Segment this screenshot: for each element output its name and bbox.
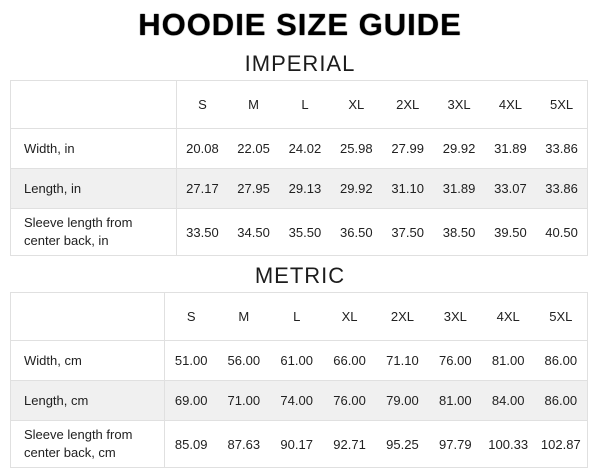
measurement-label: Sleeve length from center back, cm — [11, 421, 165, 468]
size-column-header: L — [301, 97, 309, 112]
size-value-cell: 39.50 — [494, 224, 527, 240]
table-row — [11, 169, 588, 209]
size-column-header: S — [186, 309, 196, 324]
table-row — [11, 421, 588, 468]
size-value-cell: 84.00 — [491, 393, 525, 408]
size-column-header: XL — [348, 97, 365, 112]
size-column-header: 5XL — [549, 97, 574, 112]
size-value-cell: 100.33 — [488, 436, 529, 452]
page-title: HOODIE SIZE GUIDE — [138, 7, 462, 42]
size-value-cell: 25.98 — [340, 141, 373, 156]
size-value-cell: 29.13 — [288, 181, 322, 196]
size-value-cell: 87.63 — [227, 436, 261, 452]
size-value-cell: 56.00 — [227, 353, 261, 368]
size-value-cell: 61.00 — [280, 353, 313, 368]
measurement-label: Width, cm — [11, 341, 165, 381]
imperial-section-title: IMPERIAL — [244, 51, 356, 76]
size-value-cell: 66.00 — [333, 353, 366, 368]
size-value-cell: 71.10 — [386, 353, 419, 368]
measurement-label: Sleeve length from center back, in — [11, 209, 177, 256]
metric-section — [0, 263, 600, 468]
size-value-cell: 69.00 — [174, 393, 208, 408]
size-value-cell: 20.08 — [186, 141, 219, 156]
empty-header-cell — [11, 293, 165, 341]
size-value-cell: 90.17 — [280, 436, 313, 452]
size-value-cell: 74.00 — [280, 393, 313, 408]
size-column-header: S — [198, 97, 207, 112]
size-column-header: 2XL — [390, 309, 414, 324]
size-value-cell: 27.99 — [391, 141, 424, 156]
size-header-row — [11, 81, 588, 129]
size-value-cell: 24.02 — [288, 141, 322, 156]
size-value-cell: 86.00 — [544, 353, 578, 368]
size-value-cell: 38.50 — [442, 224, 476, 240]
size-guide-page — [0, 6, 600, 468]
size-column-header: 3XL — [443, 309, 467, 324]
size-column-header: 4XL — [498, 97, 522, 112]
size-value-cell: 79.00 — [386, 393, 419, 408]
size-value-cell: 34.50 — [237, 224, 270, 240]
table-row — [11, 209, 588, 256]
size-value-cell: 33.07 — [494, 181, 527, 196]
size-value-cell: 95.25 — [386, 436, 419, 452]
size-value-cell: 36.50 — [340, 224, 373, 240]
size-value-cell: 33.86 — [545, 181, 578, 196]
size-column-header: 2XL — [396, 97, 420, 112]
metric-size-table — [10, 292, 588, 468]
table-row — [11, 381, 588, 421]
size-value-cell: 31.10 — [391, 181, 424, 196]
size-value-cell: 81.00 — [439, 393, 472, 408]
size-value-cell: 27.17 — [186, 181, 219, 196]
imperial-section — [0, 51, 600, 256]
size-header-row — [11, 293, 588, 341]
metric-section-title: METRIC — [254, 263, 346, 288]
imperial-size-table — [10, 80, 588, 256]
size-column-header: M — [238, 309, 250, 324]
size-column-header: 4XL — [496, 309, 520, 324]
empty-header-cell — [11, 81, 177, 129]
size-column-header: 5XL — [549, 309, 573, 324]
size-column-header: XL — [341, 309, 358, 324]
size-value-cell: 97.79 — [439, 436, 472, 452]
size-value-cell: 40.50 — [545, 224, 578, 240]
size-value-cell: 37.50 — [391, 224, 424, 240]
size-column-header: 3XL — [447, 97, 471, 112]
measurement-label: Length, cm — [11, 381, 165, 421]
size-value-cell: 86.00 — [544, 393, 578, 408]
size-value-cell: 31.89 — [442, 181, 476, 196]
size-value-cell: 27.95 — [237, 181, 270, 196]
size-value-cell: 81.00 — [491, 353, 525, 368]
size-value-cell: 22.05 — [237, 141, 270, 156]
size-value-cell: 51.00 — [174, 353, 208, 368]
size-value-cell: 85.09 — [174, 436, 208, 452]
size-value-cell: 76.00 — [439, 353, 472, 368]
size-column-header: L — [293, 309, 301, 324]
size-value-cell: 76.00 — [333, 393, 366, 408]
size-value-cell: 102.87 — [540, 436, 581, 452]
size-value-cell: 71.00 — [227, 393, 261, 408]
size-value-cell: 29.92 — [442, 141, 476, 156]
size-column-header: M — [248, 97, 259, 112]
size-value-cell: 92.71 — [333, 436, 366, 452]
size-value-cell: 33.50 — [186, 224, 219, 240]
measurement-label: Width, in — [11, 129, 177, 169]
size-value-cell: 29.92 — [340, 181, 373, 196]
table-row — [11, 129, 588, 169]
size-value-cell: 35.50 — [288, 224, 322, 240]
size-value-cell: 33.86 — [545, 141, 578, 156]
measurement-label: Length, in — [11, 169, 177, 209]
size-value-cell: 31.89 — [494, 141, 527, 156]
table-row — [11, 341, 588, 381]
